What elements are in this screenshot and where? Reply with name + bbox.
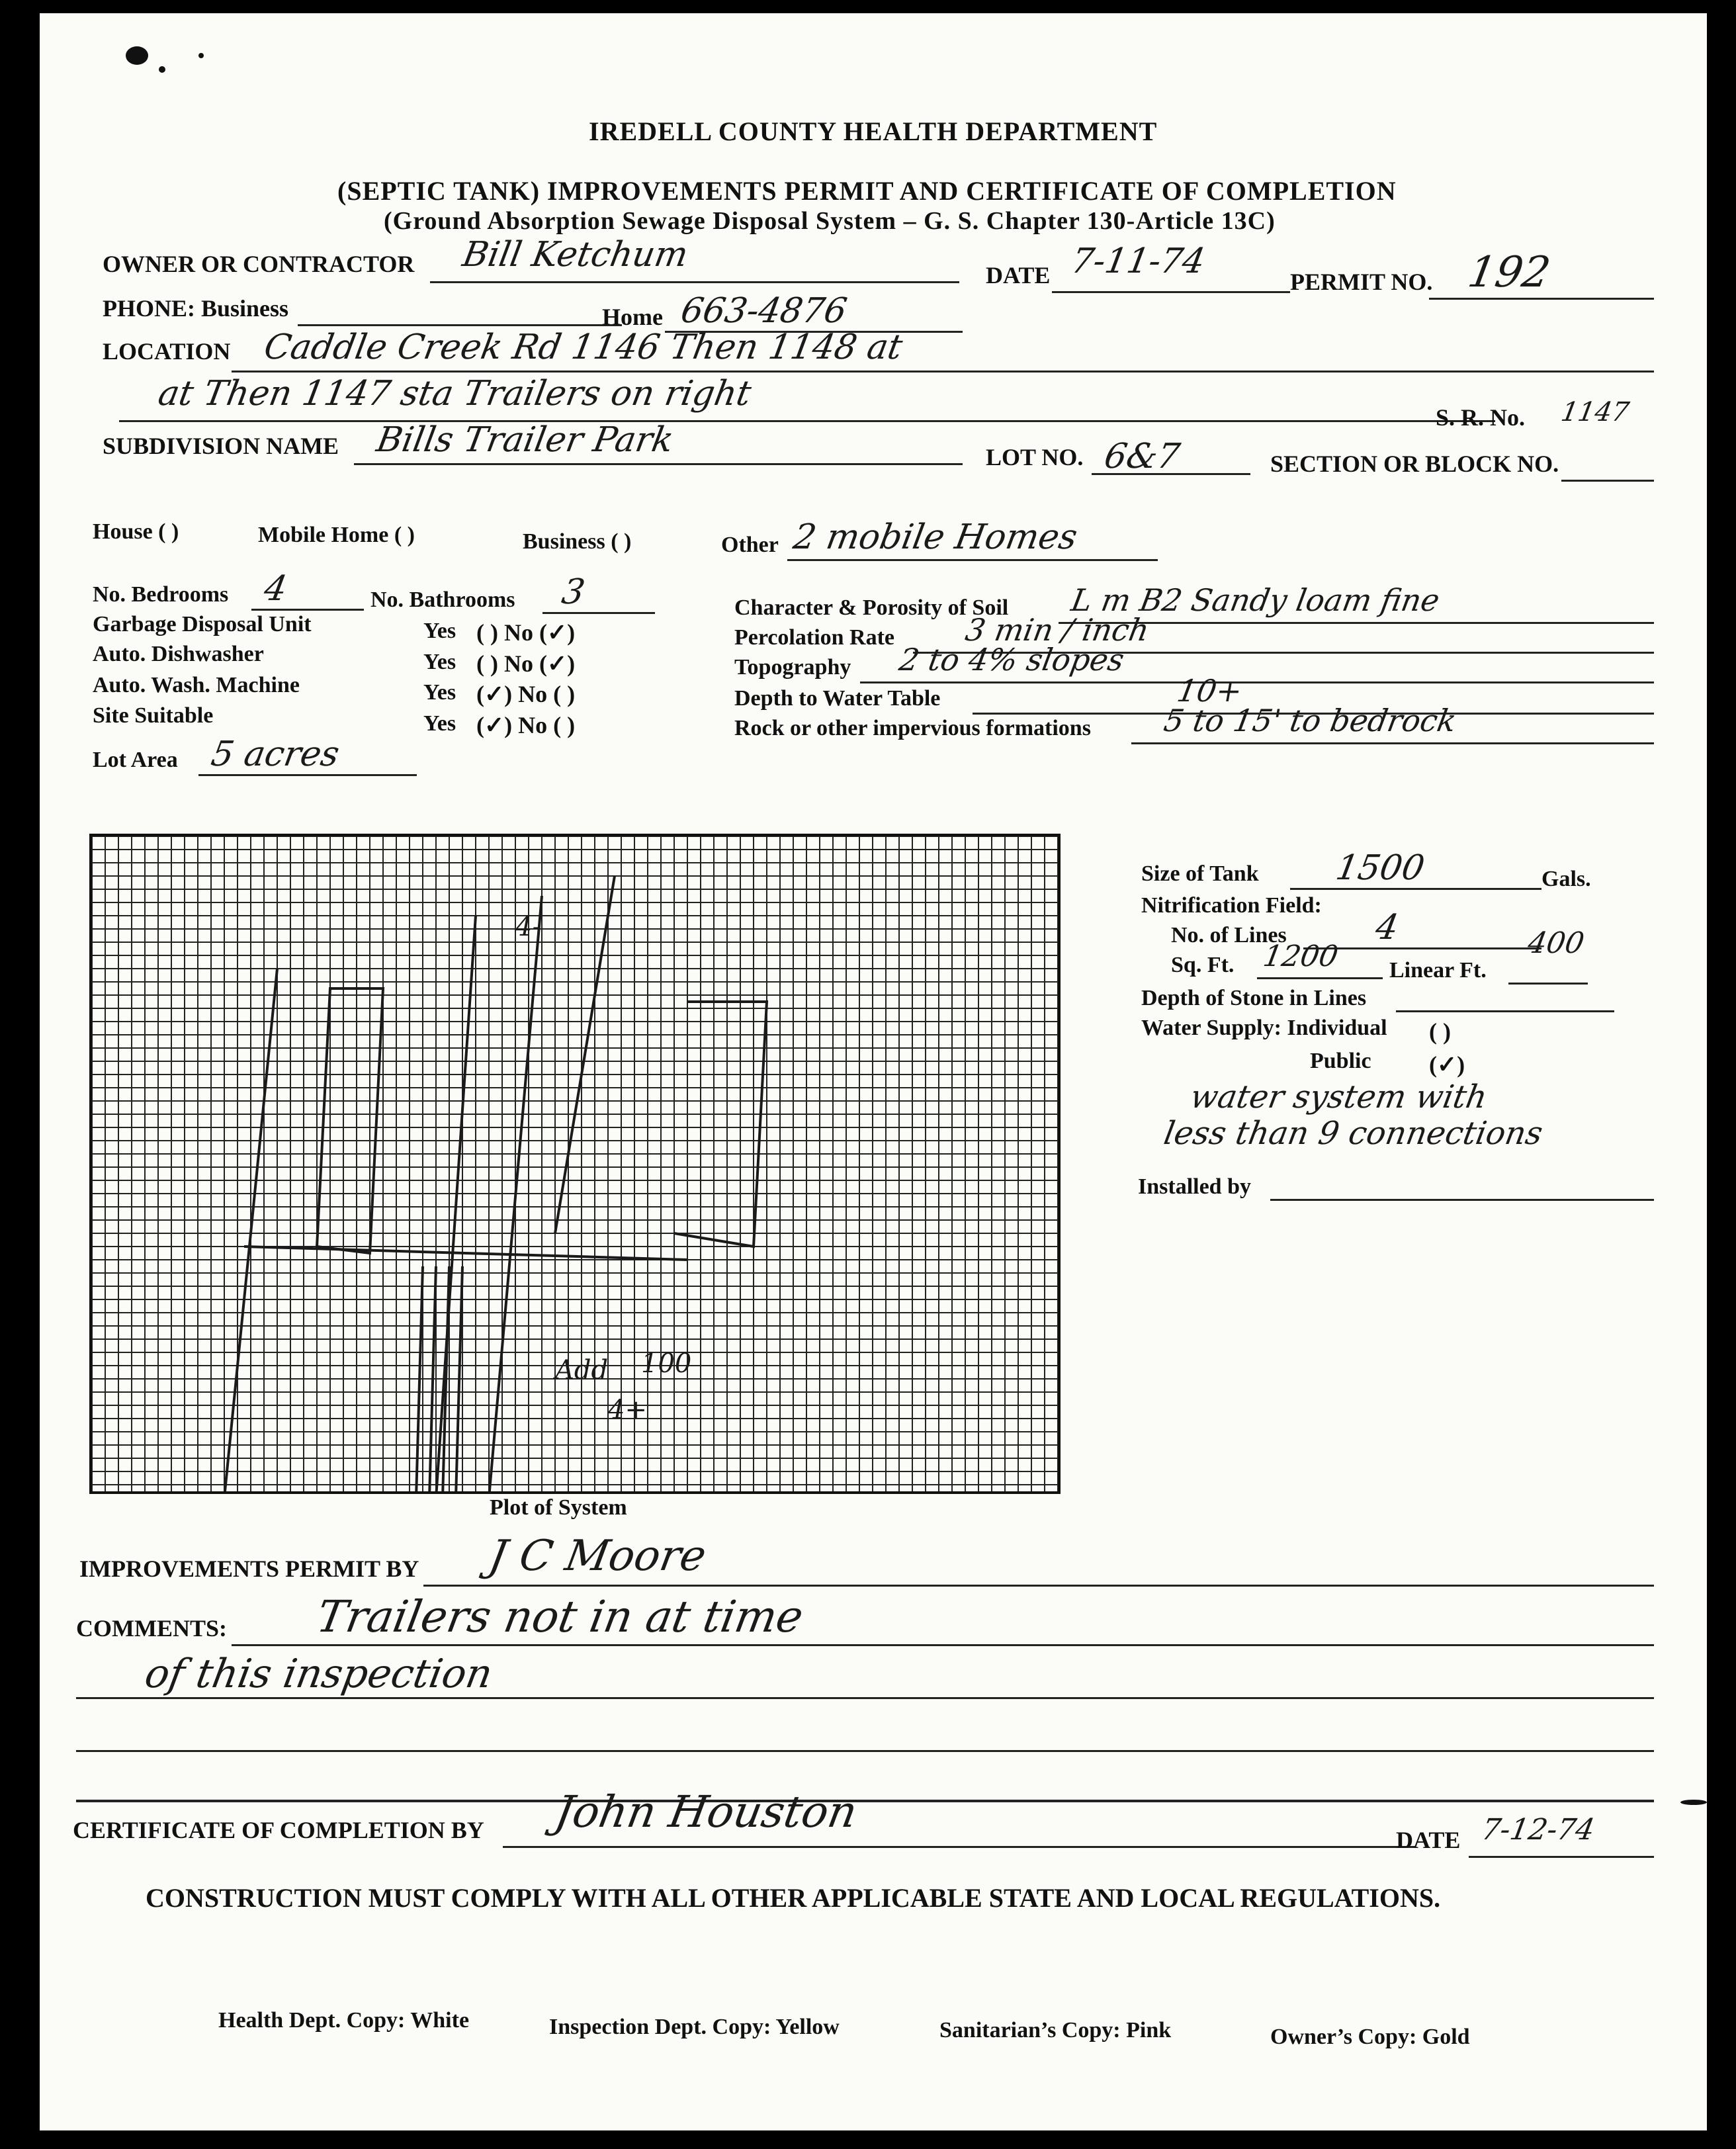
plot-annotation-2: 100	[641, 1348, 692, 1379]
water-public-checkbox: (✓)	[1429, 1051, 1465, 1078]
sq-ft-value: 1200	[1260, 940, 1341, 973]
ink-speck	[159, 66, 165, 73]
date-line	[1052, 291, 1290, 293]
cert-by-line	[503, 1846, 1416, 1848]
comments-label: COMMENTS:	[76, 1615, 227, 1642]
rock-label: Rock or other impervious formations	[734, 716, 1091, 740]
garbage-yes-label: Yes	[423, 619, 456, 643]
phone-business-label: PHONE: Business	[103, 295, 289, 322]
location-value-1: Caddle Creek Rd 1146 Then 1148 at	[261, 328, 906, 367]
plot-annotation-4: 4-	[515, 912, 541, 942]
water-supply-label: Water Supply: Individual	[1141, 1016, 1387, 1040]
soil-label: Character & Porosity of Soil	[734, 595, 1009, 620]
plot-grid	[89, 834, 1061, 1494]
dishwasher-label: Auto. Dishwasher	[93, 642, 264, 666]
dishwasher-checkbox: ( ) No (✓)	[476, 650, 576, 677]
sr-no-label: S. R. No.	[1436, 404, 1526, 431]
plot-caption: Plot of System	[490, 1495, 627, 1520]
business-option: Business ( )	[523, 529, 632, 554]
water-table-value: 10+	[1174, 673, 1245, 709]
no-lines-value: 4	[1372, 908, 1402, 947]
perc-rate-label: Percolation Rate	[734, 625, 895, 650]
dishwasher-yes-label: Yes	[423, 650, 456, 674]
ink-speck	[198, 53, 204, 58]
stone-depth-label: Depth of Stone in Lines	[1141, 986, 1367, 1010]
location-line-2	[119, 420, 1495, 422]
perc-rate-value: 3 min / inch	[963, 612, 1152, 648]
sq-ft-label: Sq. Ft.	[1171, 953, 1235, 977]
linear-ft-value: 400	[1525, 926, 1587, 960]
garbage-checkbox: ( ) No (✓)	[476, 619, 576, 646]
separator-line	[76, 1800, 1654, 1802]
no-lines-label: No. of Lines	[1171, 923, 1287, 947]
installed-by-label: Installed by	[1138, 1174, 1251, 1199]
plot-annotation-3: 4+	[608, 1395, 647, 1425]
permit-by-value: J C Moore	[485, 1532, 710, 1581]
ink-speck	[126, 46, 148, 65]
cert-date-value: 7-12-74	[1479, 1813, 1598, 1847]
ink-speck	[1680, 1800, 1707, 1805]
rock-value: 5 to 15' to bedrock	[1161, 703, 1459, 738]
wash-machine-yes-label: Yes	[423, 680, 456, 705]
form-subtitle: (Ground Absorption Sewage Disposal System – G. S. Chapter 130-Article 13C)	[384, 207, 1276, 235]
bedrooms-value: 4	[261, 569, 290, 609]
tank-size-line	[1290, 888, 1541, 890]
wash-machine-label: Auto. Wash. Machine	[93, 673, 300, 697]
lot-area-label: Lot Area	[93, 748, 178, 772]
other-line	[787, 559, 1158, 561]
bedrooms-label: No. Bedrooms	[93, 582, 229, 607]
lot-no-value: 6&7	[1101, 437, 1183, 476]
mobile-home-option: Mobile Home ( )	[258, 523, 415, 547]
owner-label: OWNER OR CONTRACTOR	[103, 251, 415, 277]
section-block-line	[1561, 480, 1654, 482]
rock-line	[1131, 742, 1654, 744]
gals-label: Gals.	[1541, 867, 1591, 891]
copy-inspection-dept: Inspection Dept. Copy: Yellow	[549, 2015, 840, 2039]
bathrooms-line	[542, 612, 655, 614]
topography-line	[860, 681, 1654, 683]
copy-sanitarian: Sanitarian’s Copy: Pink	[939, 2018, 1172, 2042]
sq-ft-line	[1257, 977, 1383, 979]
wash-machine-checkbox: (✓) No ( )	[476, 681, 576, 707]
location-value-2: at Then 1147 sta Trailers on right	[155, 374, 754, 414]
date-value: 7-11-74	[1068, 241, 1208, 281]
permit-no-line	[1429, 298, 1654, 300]
cert-date-label: DATE	[1396, 1827, 1461, 1853]
other-value: 2 mobile Homes	[790, 517, 1080, 557]
cert-by-value: John Houston	[551, 1786, 861, 1837]
comments-line-1	[232, 1644, 1654, 1646]
cert-date-line	[1469, 1856, 1654, 1858]
comments-line-3	[76, 1750, 1654, 1752]
sr-no-value: 1147	[1558, 397, 1631, 427]
copy-owner: Owner’s Copy: Gold	[1270, 2025, 1470, 2049]
date-label: DATE	[986, 262, 1051, 288]
topography-value: 2 to 4% slopes	[896, 642, 1127, 678]
house-option: House ( )	[93, 519, 179, 544]
topography-label: Topography	[734, 655, 851, 680]
permit-form	[40, 13, 1707, 2130]
linear-ft-line	[1508, 983, 1588, 985]
permit-by-line	[423, 1585, 1654, 1587]
tank-size-label: Size of Tank	[1141, 861, 1259, 886]
permit-no-value: 192	[1464, 248, 1554, 297]
bathrooms-value: 3	[558, 572, 588, 612]
water-individual-checkbox: ( )	[1429, 1018, 1451, 1045]
tank-size-value: 1500	[1332, 848, 1428, 888]
home-phone-label: Home	[602, 304, 663, 330]
installed-by-line	[1270, 1199, 1654, 1201]
comments-value-2: of this inspection	[141, 1651, 496, 1697]
subdivision-value: Bills Trailer Park	[373, 420, 677, 460]
plot-sketch	[92, 836, 1058, 1491]
lot-area-value: 5 acres	[208, 734, 343, 774]
linear-ft-label: Linear Ft.	[1389, 958, 1487, 983]
site-suitable-yes-label: Yes	[423, 711, 456, 736]
compliance-notice: CONSTRUCTION MUST COMPLY WITH ALL OTHER APPLICABLE STATE AND LOCAL REGULATIONS.	[146, 1883, 1441, 1913]
site-suitable-checkbox: (✓) No ( )	[476, 712, 576, 738]
water-table-label: Depth to Water Table	[734, 686, 941, 711]
form-title: (SEPTIC TANK) IMPROVEMENTS PERMIT AND CERTIFICATE OF COMPLETION	[337, 176, 1397, 206]
water-note-2: less than 9 connections	[1161, 1115, 1545, 1152]
subdivision-line	[354, 463, 963, 465]
plot-annotation-1: Add	[555, 1355, 609, 1385]
owner-line	[430, 281, 959, 283]
section-block-label: SECTION OR BLOCK NO.	[1270, 451, 1559, 477]
permit-no-label: PERMIT NO.	[1290, 269, 1433, 295]
copy-health-dept: Health Dept. Copy: White	[218, 2008, 470, 2033]
lot-area-line	[198, 774, 417, 776]
comments-value-1: Trailers not in at time	[313, 1591, 807, 1642]
phone-business-line	[298, 324, 622, 326]
garbage-label: Garbage Disposal Unit	[93, 612, 312, 636]
comments-line-2	[76, 1697, 1654, 1699]
location-label: LOCATION	[103, 338, 231, 365]
bathrooms-label: No. Bathrooms	[370, 588, 515, 612]
subdivision-label: SUBDIVISION NAME	[103, 433, 339, 459]
stone-depth-line	[1396, 1010, 1614, 1012]
other-label: Other	[721, 533, 779, 557]
soil-value: L m B2 Sandy loam fine	[1068, 582, 1443, 618]
cert-by-label: CERTIFICATE OF COMPLETION BY	[73, 1817, 484, 1843]
department-name: IREDELL COUNTY HEALTH DEPARTMENT	[589, 116, 1158, 146]
permit-by-label: IMPROVEMENTS PERMIT BY	[79, 1556, 419, 1582]
location-line-1	[232, 371, 1654, 373]
lot-no-label: LOT NO.	[986, 444, 1084, 470]
water-note-1: water system with	[1188, 1078, 1491, 1116]
home-phone-value: 663-4876	[677, 291, 850, 331]
site-suitable-label: Site Suitable	[93, 703, 214, 728]
public-label: Public	[1310, 1049, 1371, 1073]
bedrooms-line	[251, 609, 364, 611]
nitrification-label: Nitrification Field:	[1141, 893, 1322, 918]
owner-value: Bill Ketchum	[459, 235, 691, 275]
